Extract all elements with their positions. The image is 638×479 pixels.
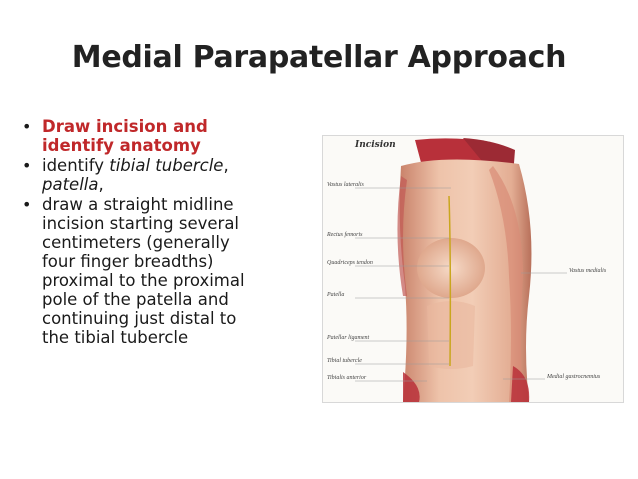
label-patella: Patella xyxy=(327,292,345,298)
bullet-list xyxy=(20,117,320,348)
bullet-draw-incision xyxy=(20,117,320,155)
knee-incision-figure xyxy=(322,135,624,403)
label-medial-gastrocnemius: Medial gastrocnemius xyxy=(547,374,601,380)
label-rectus-femoris: Rectus femoris xyxy=(327,232,363,238)
bullet-text-line: draw a straight midline xyxy=(42,195,234,214)
label-patellar-ligament: Patellar ligament xyxy=(327,335,370,341)
bullet-text-line: incision starting several xyxy=(42,214,240,233)
bullet-icon: • xyxy=(22,195,32,214)
bullet-text: identify xyxy=(42,156,110,175)
label-vastus-lateralis: Vastus lateralis xyxy=(327,182,364,188)
bullet-text-line: pole of the patella and xyxy=(42,290,229,309)
patella-term: patella xyxy=(42,175,99,194)
bullet-text-line: centimeters (generally xyxy=(42,233,230,252)
bullet-text: , xyxy=(98,175,104,194)
figure-title: Incision xyxy=(355,140,396,150)
label-tibial-tubercle: Tibial tubercle xyxy=(327,358,362,364)
bullet-draw-midline xyxy=(20,195,320,347)
bullet-identify xyxy=(20,156,320,194)
bullet-icon: • xyxy=(22,156,32,175)
bullet-text-line: four finger breadths) xyxy=(42,252,214,271)
bullet-text-line: proximal to the proximal xyxy=(42,271,245,290)
slide-title: Medial Parapatellar Approach xyxy=(71,40,567,75)
label-quadriceps-tendon: Quadriceps tendon xyxy=(327,260,373,266)
tibial-tubercle-term: tibial tubercle xyxy=(109,156,224,175)
bullet-text-line: Draw incision and xyxy=(42,117,208,136)
bullet-text-line: the tibial tubercle xyxy=(42,328,189,347)
bullet-text-line: continuing just distal to xyxy=(42,309,237,328)
bullet-text-line: identify anatomy xyxy=(42,136,201,155)
label-tibialis-anterior: Tibialis anterior xyxy=(327,375,367,381)
bullet-icon: • xyxy=(22,117,32,136)
bullet-text: , xyxy=(223,156,229,175)
label-vastus-medialis: Vastus medialis xyxy=(569,268,607,274)
